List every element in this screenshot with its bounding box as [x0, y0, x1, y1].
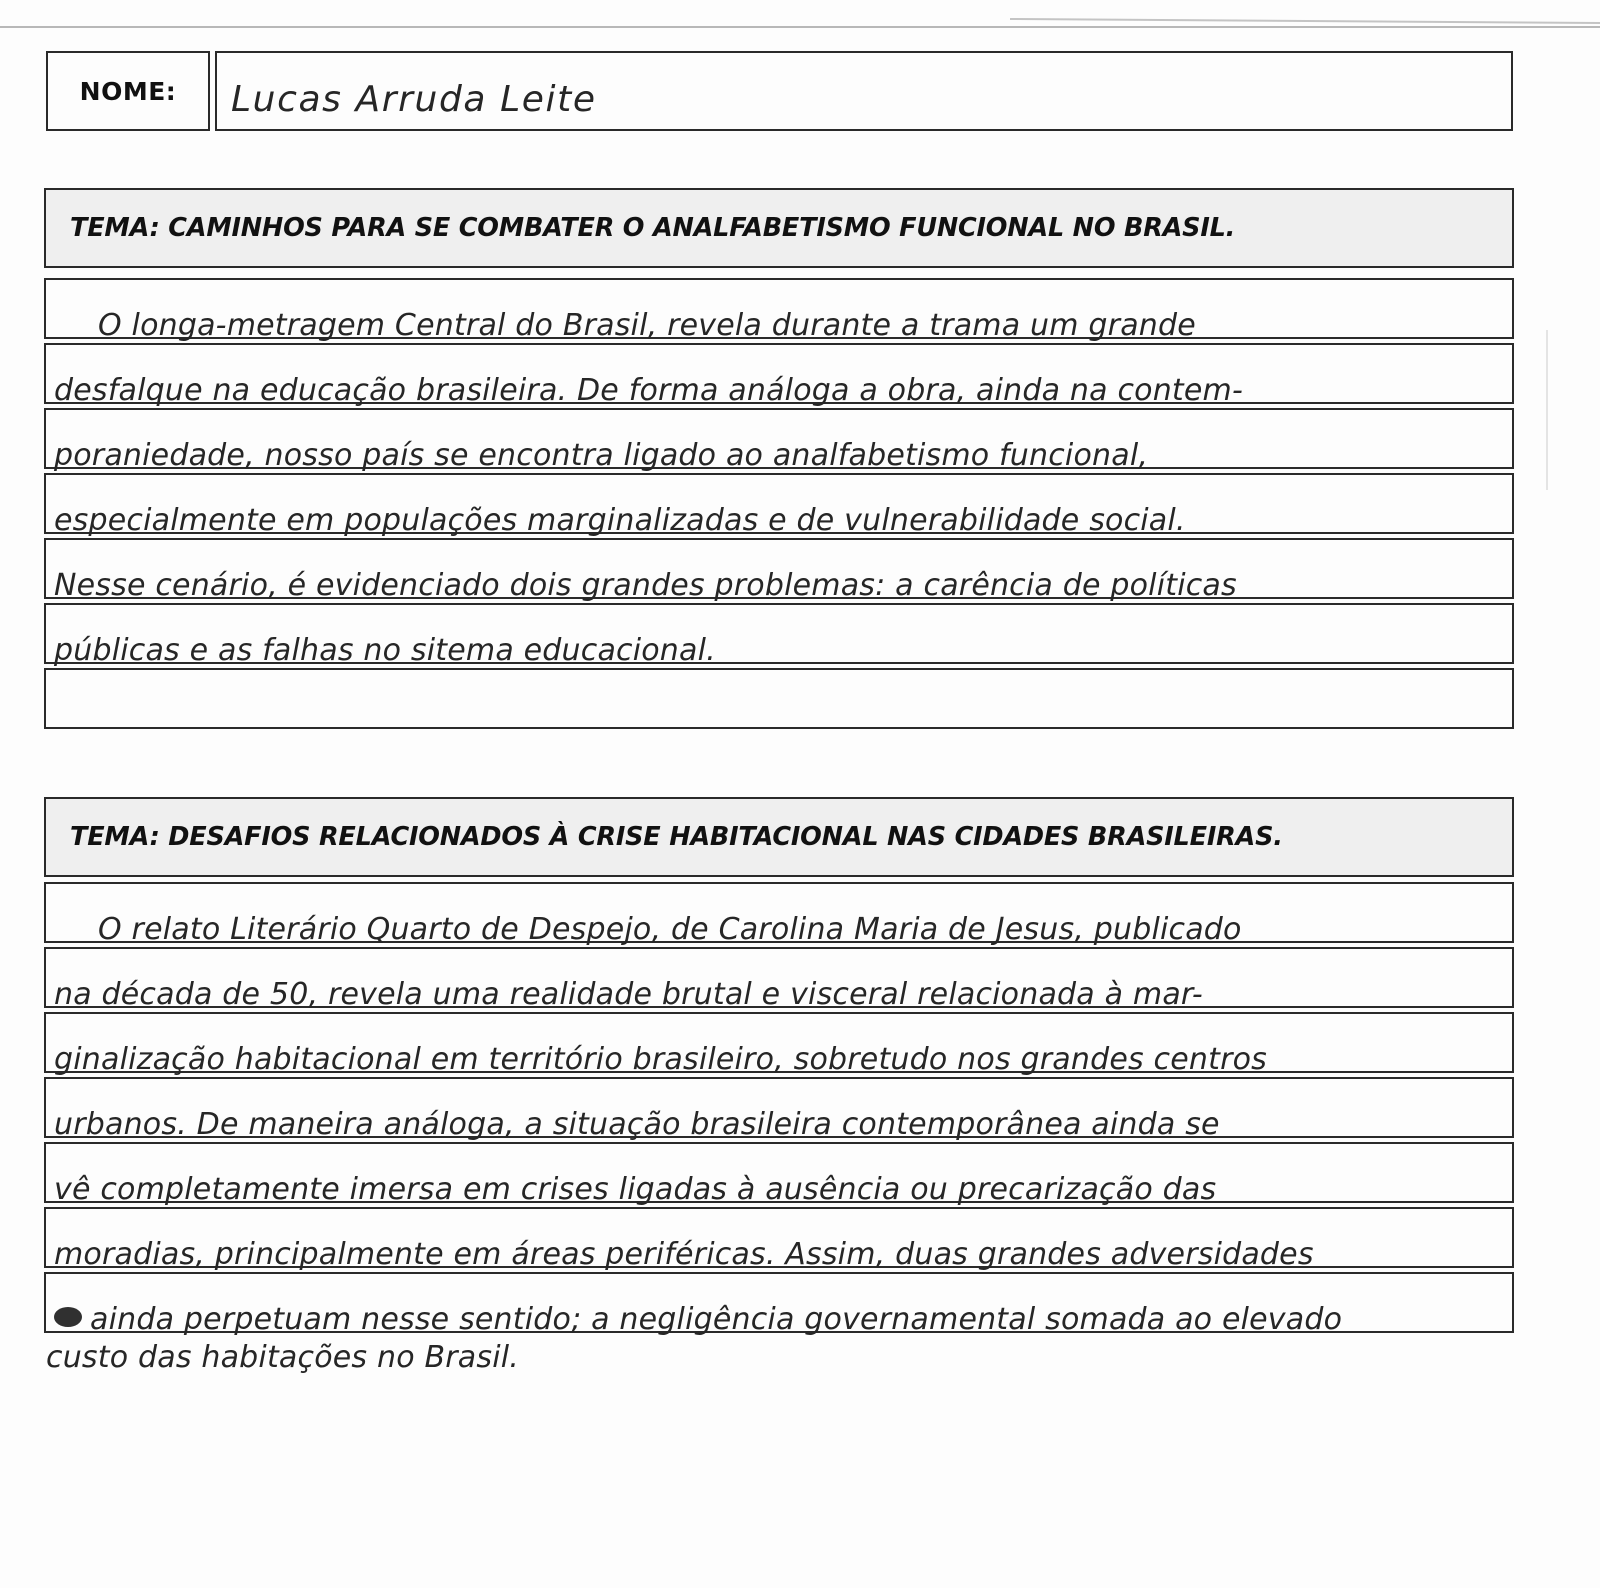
handwritten-line: ginalização habitacional em território brasileiro, sobretudo nos grandes centros	[54, 1042, 1267, 1077]
name-value: Lucas Arruda Leite	[231, 79, 597, 120]
section2-line-3	[44, 1012, 1514, 1077]
section1-line-1	[44, 278, 1514, 343]
handwritten-line: públicas e as falhas no sitema educacional.	[54, 633, 716, 668]
name-field	[215, 51, 1513, 131]
section2-line-7	[44, 1272, 1514, 1337]
handwritten-line: O relato Literário Quarto de Despejo, de Carolina Maria de Jesus, publicado	[98, 912, 1242, 947]
handwritten-line: urbanos. De maneira análoga, a situação brasileira contemporânea ainda se	[54, 1107, 1220, 1142]
section2-line-5	[44, 1142, 1514, 1207]
section1-line-7	[44, 668, 1514, 729]
section2-tema-header	[44, 797, 1514, 877]
name-label: NOME:	[79, 76, 177, 106]
scan-top-edge-secondary	[1010, 18, 1600, 26]
handwritten-line: poraniedade, nosso país se encontra ligado ao analfabetismo funcional,	[54, 438, 1149, 473]
section1-line-3	[44, 408, 1514, 473]
section1-line-2	[44, 343, 1514, 408]
handwritten-line: Nesse cenário, é evidenciado dois grandes problemas: a carência de políticas	[54, 568, 1237, 603]
section1-tema-header	[44, 188, 1514, 268]
handwritten-line: especialmente em populações marginalizadas e de vulnerabilidade social.	[54, 503, 1186, 538]
section2-overflow-line: custo das habitações no Brasil.	[46, 1340, 520, 1375]
ink-scribble-mark	[54, 1307, 82, 1327]
section2-line-4	[44, 1077, 1514, 1142]
section1-line-4	[44, 473, 1514, 538]
section2-line-2	[44, 947, 1514, 1012]
handwritten-line: O longa-metragem Central do Brasil, revela durante a trama um grande	[98, 308, 1196, 343]
section1-line-6	[44, 603, 1514, 668]
section1-tema-title: TEMA: CAMINHOS PARA SE COMBATER O ANALFABETISMO FUNCIONAL NO BRASIL.	[70, 213, 1236, 243]
section1-line-5	[44, 538, 1514, 603]
name-label-box	[46, 51, 210, 131]
section2-line-6	[44, 1207, 1514, 1272]
handwritten-line: desfalque na educação brasileira. De forma análoga a obra, ainda na contem-	[54, 373, 1243, 408]
scan-right-shadow	[1546, 330, 1548, 490]
handwritten-line-with-scribble	[54, 1302, 1342, 1337]
handwritten-line: moradias, principalmente em áreas periféricas. Assim, duas grandes adversidades	[54, 1237, 1314, 1272]
handwritten-line-text: ainda perpetuam nesse sentido; a negligência governamental somada ao elevado	[90, 1302, 1343, 1337]
section2-line-1	[44, 882, 1514, 947]
scan-top-edge	[0, 26, 1600, 32]
handwritten-line: vê completamente imersa em crises ligadas à ausência ou precarização das	[54, 1172, 1217, 1207]
section2-tema-title: TEMA: DESAFIOS RELACIONADOS À CRISE HABITACIONAL NAS CIDADES BRASILEIRAS.	[70, 822, 1283, 852]
handwritten-line: na década de 50, revela uma realidade brutal e visceral relacionada à mar-	[54, 977, 1203, 1012]
